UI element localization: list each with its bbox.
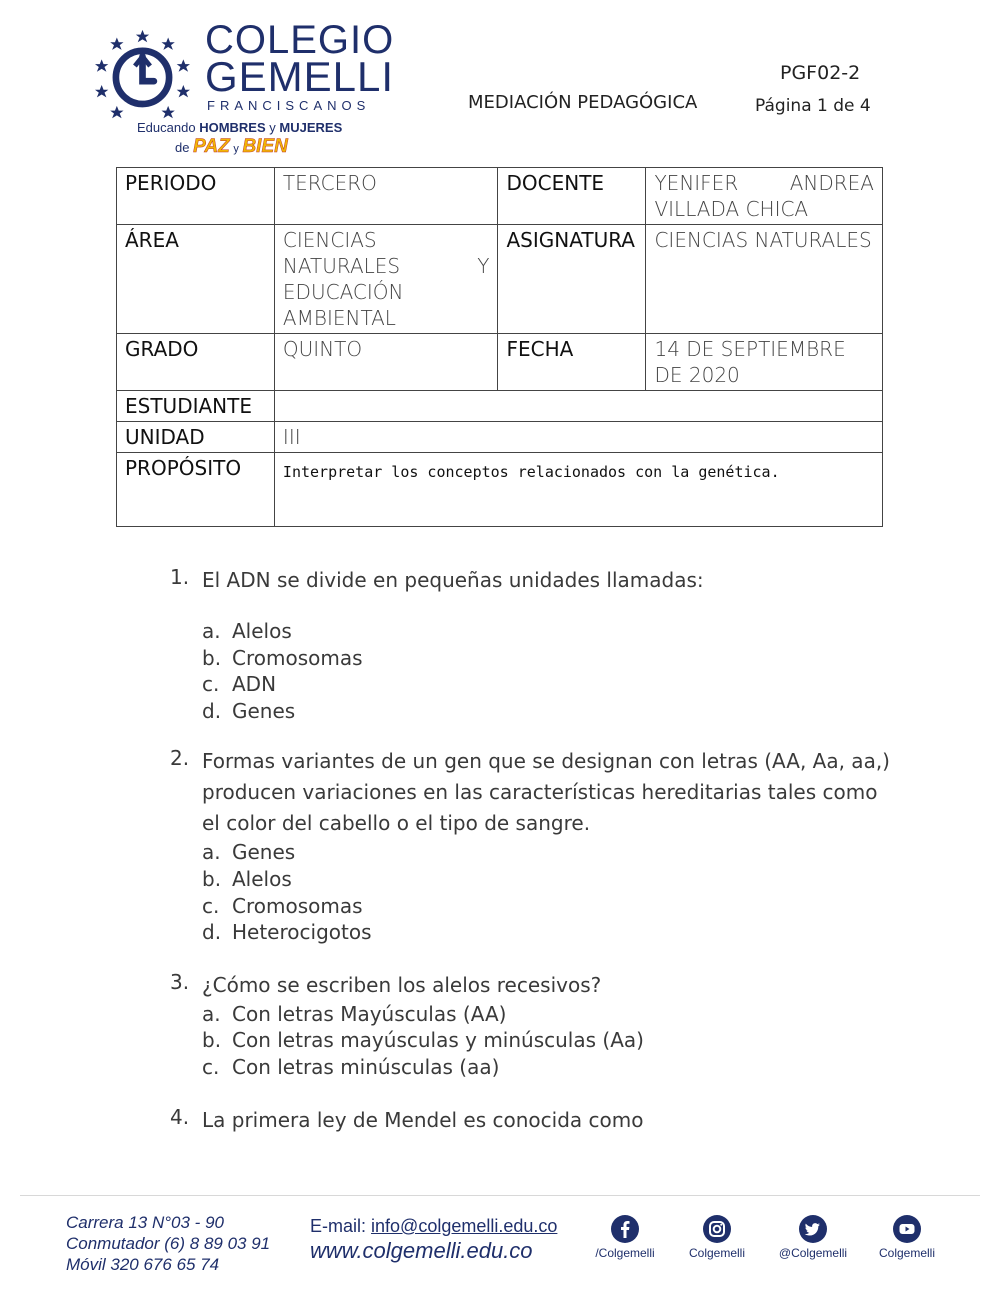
unidad-label: UNIDAD	[117, 422, 275, 453]
proposito-value: Interpretar los conceptos relacionados con la genética.	[282, 463, 780, 481]
address-line: Carrera 13 N°03 - 90	[66, 1213, 224, 1232]
questions-list	[170, 565, 890, 1136]
answer-option[interactable]	[202, 698, 890, 725]
question-text: Formas variantes de un gen que se designan con letras (AA, Aa, aa,) producen variaciones en las características hereditarias tales como el color del cabello o el tipo de sangre.	[202, 749, 890, 836]
answer-option[interactable]	[202, 1001, 890, 1028]
logo-line-franciscanos: FRANCISCANOS	[207, 98, 371, 113]
option-letter: a.	[202, 619, 221, 643]
question-number: 1.	[170, 565, 190, 589]
question-1	[170, 565, 890, 724]
table-row	[117, 391, 883, 422]
fecha-value: 14 DE SEPTIEMBRE DE 2020	[646, 334, 883, 391]
grado-label: GRADO	[117, 334, 275, 391]
answer-option[interactable]	[202, 1054, 890, 1081]
proposito-label: PROPÓSITO	[117, 453, 275, 527]
footer-email	[310, 1216, 557, 1237]
option-text: Con letras Mayúsculas (AA)	[232, 1001, 507, 1026]
option-letter: b.	[202, 1028, 222, 1053]
answer-option[interactable]	[202, 919, 890, 946]
question-number: 4.	[170, 1104, 190, 1129]
table-row	[117, 422, 883, 453]
twitter-link[interactable]	[768, 1214, 858, 1260]
youtube-icon	[892, 1214, 922, 1244]
email-label: E-mail:	[310, 1216, 367, 1236]
logo-line-colegio: COLEGIO	[205, 18, 395, 62]
option-letter: c.	[202, 893, 220, 918]
instagram-handle: Colgemelli	[688, 1246, 746, 1260]
estudiante-label: ESTUDIANTE	[117, 391, 275, 422]
table-row	[117, 453, 883, 527]
twitter-handle: @Colgemelli	[778, 1246, 848, 1260]
asignatura-label: ASIGNATURA	[498, 225, 646, 334]
option-text: Heterocigotos	[232, 920, 372, 945]
question-text: ¿Cómo se escriben los alelos recesivos?	[202, 972, 602, 997]
question-text: La primera ley de Mendel es conocida como	[202, 1107, 644, 1132]
document-title: MEDIACIÓN PEDAGÓGICA	[468, 92, 698, 113]
asignatura-value: CIENCIAS NATURALES	[646, 225, 883, 334]
option-letter: c.	[202, 1054, 220, 1079]
option-text: Cromosomas	[232, 645, 363, 670]
facebook-link[interactable]	[580, 1214, 670, 1260]
option-letter: d.	[202, 920, 222, 945]
question-number: 2.	[170, 746, 190, 771]
phone-line: Conmutador (6) 8 89 03 91	[66, 1234, 271, 1253]
option-text: Genes	[232, 698, 296, 723]
question-4	[170, 1105, 890, 1136]
option-text: Con letras mayúsculas y minúsculas (Aa)	[232, 1028, 644, 1053]
answer-option[interactable]	[202, 671, 890, 698]
proposito-cell	[274, 453, 882, 527]
answer-option[interactable]	[202, 839, 890, 866]
footer-address	[66, 1212, 270, 1275]
logo-line-gemelli: GEMELLI	[205, 53, 395, 100]
option-text: Con letras minúsculas (aa)	[232, 1054, 500, 1079]
unidad-value: III	[274, 422, 882, 453]
area-label: ÁREA	[117, 225, 275, 334]
youtube-link[interactable]	[862, 1214, 952, 1260]
table-row	[117, 168, 883, 225]
option-letter: b.	[202, 645, 222, 670]
document-code: PGF02-2	[780, 62, 861, 84]
question-text: El ADN se divide en pequeñas unidades llamadas:	[202, 568, 704, 592]
facebook-icon	[610, 1214, 640, 1244]
facebook-handle: /Colgemelli	[595, 1246, 655, 1260]
fecha-label: FECHA	[498, 334, 646, 391]
footer-divider	[20, 1195, 980, 1196]
question-number: 3.	[170, 969, 190, 994]
docente-value: YENIFER ANDREA VILLADA CHICA	[646, 168, 883, 225]
option-letter: c.	[202, 672, 220, 697]
school-emblem-icon	[95, 28, 190, 123]
instagram-icon	[702, 1214, 732, 1244]
estudiante-value[interactable]	[274, 391, 882, 422]
periodo-label: PERIODO	[117, 168, 275, 225]
instagram-link[interactable]	[672, 1214, 762, 1260]
twitter-icon	[798, 1214, 828, 1244]
answer-option[interactable]	[202, 645, 890, 672]
table-row	[117, 225, 883, 334]
question-3	[170, 970, 890, 1081]
info-table	[116, 167, 883, 527]
option-letter: d.	[202, 698, 222, 723]
logo-motto: Educando HOMBRES y MUJERES	[137, 120, 343, 135]
page-number: Página 1 de 4	[755, 96, 871, 116]
option-text: Alelos	[232, 619, 292, 643]
question-2	[170, 746, 890, 945]
school-logo	[95, 20, 395, 165]
answer-option[interactable]	[202, 618, 890, 645]
docente-label: DOCENTE	[498, 168, 646, 225]
table-row	[117, 334, 883, 391]
youtube-handle: Colgemelli	[878, 1246, 936, 1260]
logo-motto-paz-bien: de PAZ y BIEN	[175, 136, 288, 157]
answer-option[interactable]	[202, 1027, 890, 1054]
option-letter: b.	[202, 866, 222, 891]
area-value: CIENCIAS NATURALES Y EDUCACIÓN AMBIENTAL	[274, 225, 498, 334]
answer-option[interactable]	[202, 866, 890, 893]
option-letter: a.	[202, 1001, 221, 1026]
website-link[interactable]: www.colgemelli.edu.co	[310, 1238, 533, 1263]
grado-value: QUINTO	[274, 334, 498, 391]
option-text: Alelos	[232, 866, 292, 891]
email-link[interactable]: info@colgemelli.edu.co	[371, 1216, 558, 1236]
periodo-value: TERCERO	[274, 168, 498, 225]
answer-option[interactable]	[202, 893, 890, 920]
option-text: Cromosomas	[232, 893, 363, 918]
mobile-line: Móvil 320 676 65 74	[66, 1255, 220, 1274]
option-letter: a.	[202, 840, 221, 865]
option-text: Genes	[232, 840, 296, 865]
option-text: ADN	[232, 672, 277, 697]
